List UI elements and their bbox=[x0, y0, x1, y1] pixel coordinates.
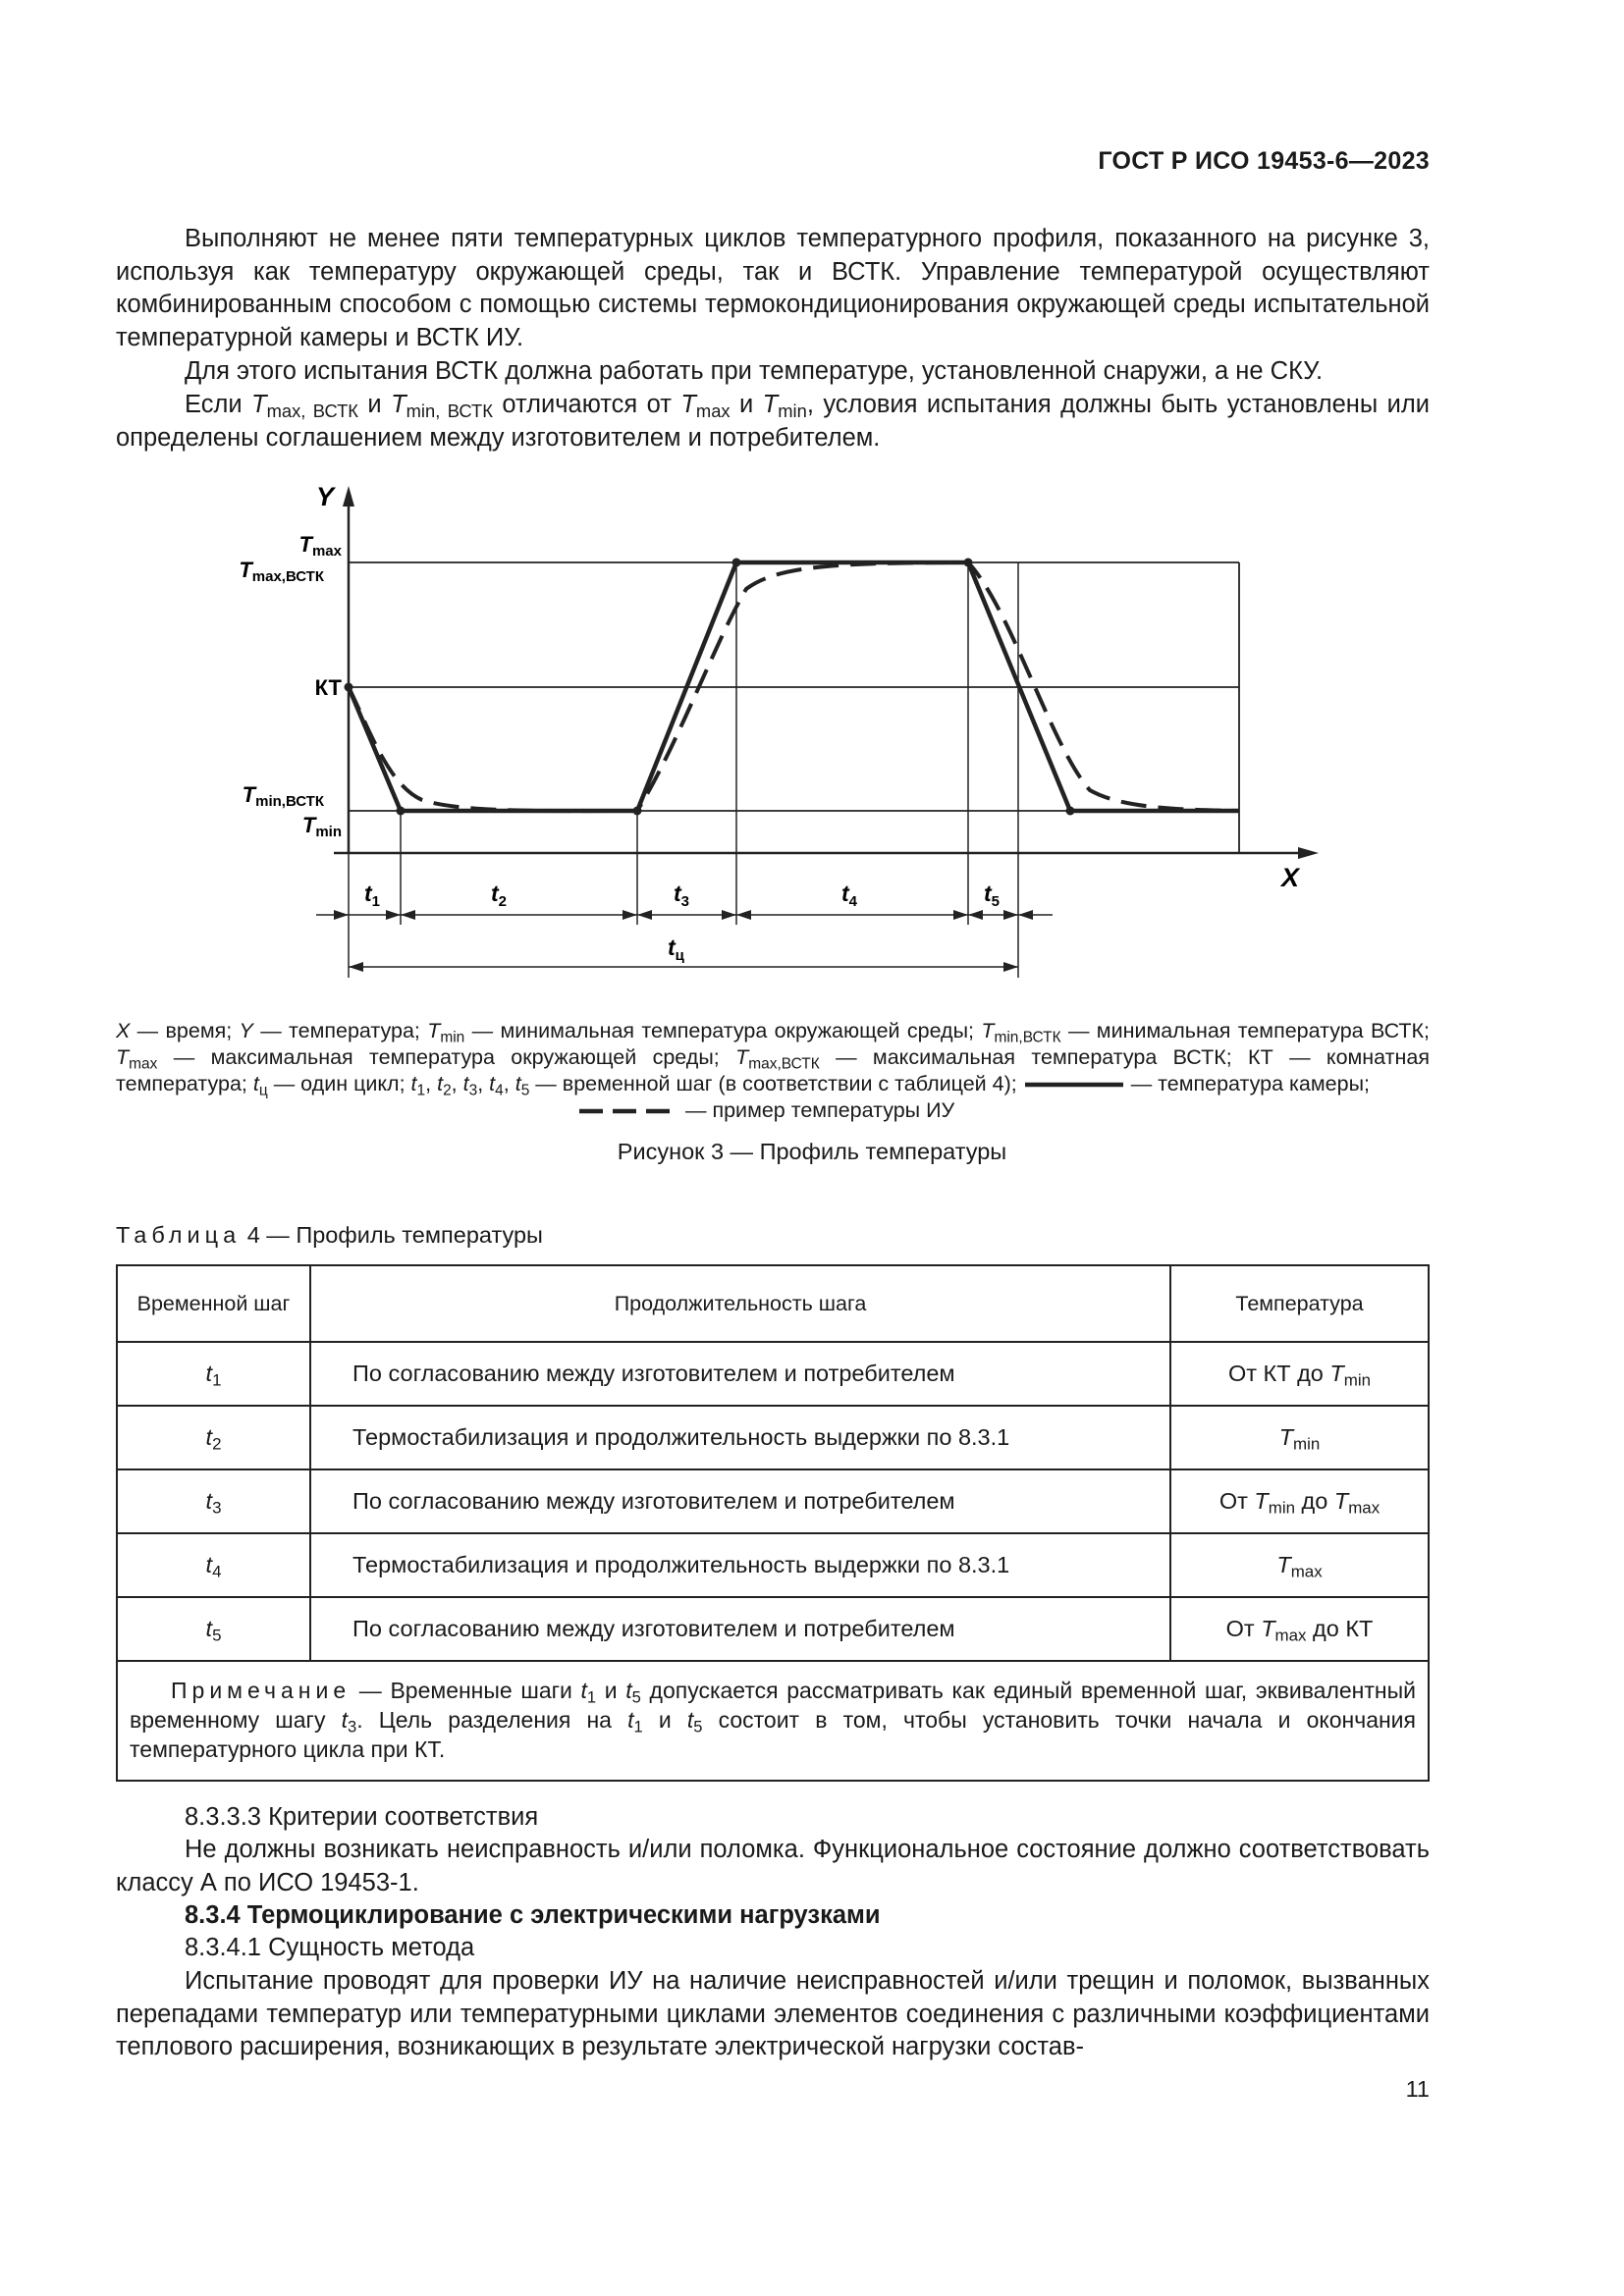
paragraph-2: Для этого испытания ВСТК должна работать при температуре, установленной снаружи, а не СКУ. bbox=[185, 357, 1324, 385]
tmax-vstk-label: Tmax,ВСТК bbox=[239, 558, 324, 585]
x-axis-arrow bbox=[1298, 847, 1319, 859]
step-label-t3: $t_3$ bbox=[674, 881, 690, 910]
table-row: $t_1$ По согласованию между изготовителем и потребителем От КТ до $T_{min}$ bbox=[117, 1342, 1429, 1406]
section-8-3-4-1-text: Испытание проводят для проверки ИУ на наличие неисправностей и/или трещин и поломок, вызванных перепадами температур или температурными циклами элементов соединения с различными коэффициентами теплового расширения, возникающих в результате электрической нагрузки состав- bbox=[116, 1967, 1430, 2060]
table-caption: Таблица 4 — Профиль температуры bbox=[116, 1222, 543, 1248]
tmin-label: Tmin bbox=[301, 813, 342, 840]
legend-dashed-line-icon bbox=[577, 1106, 679, 1116]
table-row: $t_5$ По согласованию между изготовителем и потребителем От $T_{max}$ до КТ bbox=[117, 1597, 1429, 1661]
table-row: $t_4$ Термостабилизация и продолжительность выдержки по 8.3.1 $T_{max}$ bbox=[117, 1533, 1429, 1597]
section-8-3-3-3-text: Не должны возникать неисправность и/или поломка. Функциональное состояние должно соответствовать классу А по ИСО 19453-1. bbox=[116, 1836, 1430, 1896]
table-note: Примечание — Временные шаги $t_1$ и $t_5$ допускается рассматривать как единый временной шаг, эквивалентный временному шагу $t_3$. Цель разделения на $t_1$ и $t_5$ состоит в том, чтобы установить точки начала и окончания температурного цикла при КТ. bbox=[117, 1661, 1429, 1781]
step-label-t5: $t_5$ bbox=[984, 881, 1001, 910]
cycle-label: $t_ц$ bbox=[668, 934, 684, 964]
step-label-t2: $t_2$ bbox=[491, 881, 508, 910]
section-8-3-4-title: 8.3.4 Термоциклирование с электрическими нагрузками bbox=[185, 1901, 881, 1929]
paragraph-1: Выполняют не менее пяти температурных циклов температурного профиля, показанного на рисунке 3, используя как температуру окружающей среды, так и ВСТК. Управление температурой осуществляют комбинированным способом с помощью системы термокондиционирования окружающей среды испытательной температурной камеры и ВСТК ИУ. bbox=[116, 225, 1430, 351]
paragraph-3: Если $T_{max, ВСТК}$ и $T_{min, ВСТК}$ отличаются от $T_{max}$ и $T_{min}$, условия испытания должны быть установлены или определены соглашением между изготовителем и потребителем. bbox=[116, 391, 1430, 452]
table-header-row bbox=[117, 1265, 1429, 1342]
header-duration: Продолжительность шага bbox=[310, 1265, 1170, 1342]
header-temperature: Температура bbox=[1170, 1265, 1429, 1342]
y-axis-arrow bbox=[343, 486, 354, 507]
step-label-t4: $t_4$ bbox=[841, 881, 858, 910]
tmax-label: Tmax bbox=[298, 532, 342, 560]
section-8-3-3-3-title: 8.3.3.3 Критерии соответствия bbox=[185, 1803, 539, 1831]
section-8-3-4-1-title: 8.3.4.1 Сущность метода bbox=[185, 1934, 475, 1961]
figure-caption: Рисунок 3 — Профиль температуры bbox=[617, 1139, 1007, 1164]
y-axis-label: Y bbox=[316, 482, 335, 511]
temperature-profile-chart bbox=[0, 0, 1624, 1011]
x-axis-label: X bbox=[1281, 863, 1300, 892]
kt-label: КТ bbox=[314, 675, 342, 700]
step-label-t1: $t_1$ bbox=[364, 881, 381, 910]
legend-solid-line-icon bbox=[1023, 1080, 1125, 1090]
table-row: $t_3$ По согласованию между изготовителем и потребителем От $T_{min}$ до $T_{max}$ bbox=[117, 1469, 1429, 1533]
figure-legend: X — время; Y — температура; $T_{min}$ — минимальная температура окружающей среды; $T_{min,ВСТК}$ — минимальная температура ВСТК; $T_{max}$ — максимальная температура окружающей среды; $T_{max,ВСТК}$ — максимальная температура ВСТК; КТ — комнатная температура; $t_ц$ — один цикл; $t_1$, $t_2$, $t_3$, $t_4$, $t_5$ — временной шаг (в соответствии с таблицей 4); — температура камеры; — пример температуры ИУ bbox=[116, 1019, 1431, 1122]
temperature-profile-table bbox=[116, 1264, 1430, 1782]
tmin-vstk-label: Tmin,ВСТК bbox=[242, 782, 324, 810]
document-header: ГОСТ Р ИСО 19453-6—2023 bbox=[1098, 147, 1430, 175]
header-step: Временной шаг bbox=[117, 1265, 310, 1342]
page-number: 11 bbox=[1405, 2076, 1430, 2102]
table-note-row bbox=[117, 1661, 1429, 1781]
table-row: $t_2$ Термостабилизация и продолжительность выдержки по 8.3.1 $T_{min}$ bbox=[117, 1406, 1429, 1469]
